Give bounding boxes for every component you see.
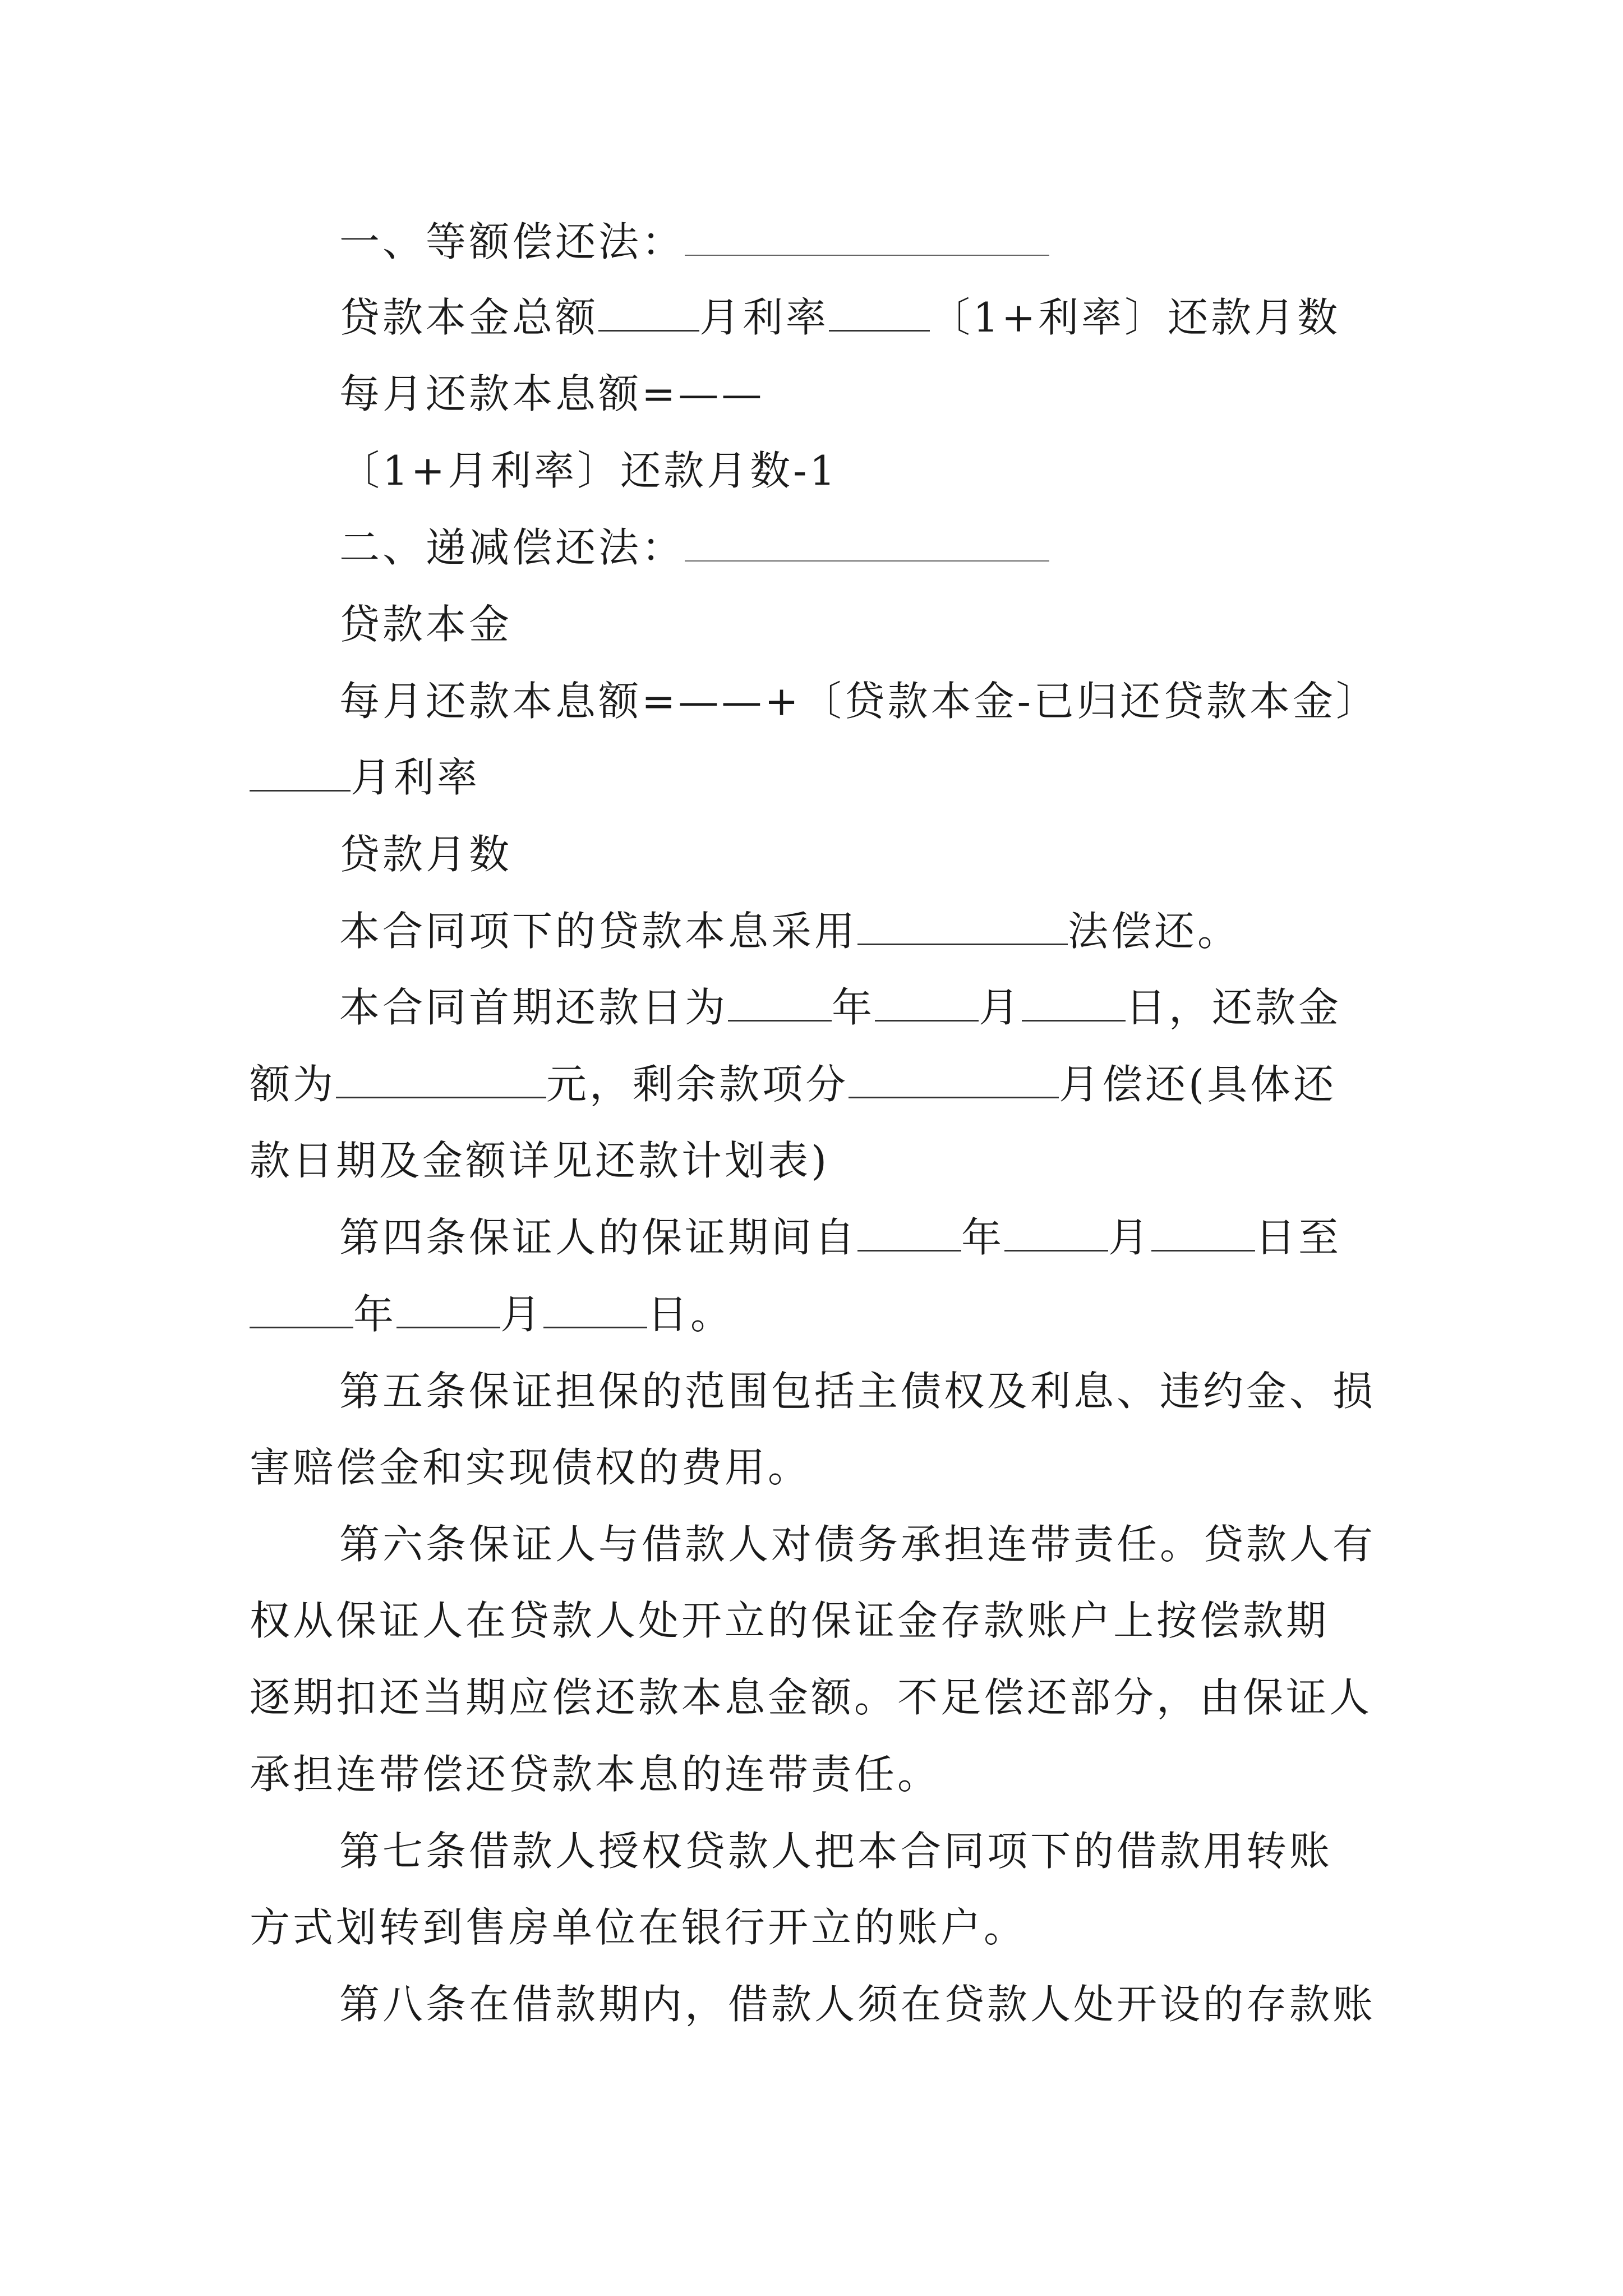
heading-text: 二、递减偿还法： — [339, 524, 685, 571]
text-segment: 额为 — [250, 1061, 336, 1108]
blank-field — [857, 1226, 961, 1251]
text-segment: 年 — [832, 984, 875, 1031]
text-segment: 日，还款金 — [1126, 984, 1342, 1031]
decreasing-repayment-heading — [339, 524, 1049, 571]
formula-denominator-line: 〔1+月利率〕还款月数-1 — [339, 447, 838, 494]
text-segment: 第四条保证人的保证期间自 — [339, 1214, 858, 1261]
text-segment: 本合同首期还款日为 — [339, 984, 728, 1031]
amount-line — [250, 1061, 1337, 1108]
text-segment: 日。 — [647, 1291, 734, 1338]
blank-field — [250, 1303, 353, 1328]
formula-principal-line: 贷款本金 — [339, 601, 513, 648]
formula-numerator-line — [339, 294, 1341, 341]
article-four-line — [339, 1214, 1342, 1261]
article-six-line-3: 逐期扣还当期应偿还款本息金额。不足偿还部分，由保证人 — [250, 1674, 1373, 1721]
schedule-note-line: 款日期及金额详见还款计划表) — [250, 1137, 830, 1184]
article-six-line-2: 权从保证人在贷款人处开立的保证金存款账户上按偿款期 — [250, 1597, 1330, 1644]
text-segment: 日至 — [1255, 1214, 1342, 1261]
text-segment: 本合同项下的贷款本息采用 — [339, 908, 858, 955]
equal-repayment-heading — [339, 218, 1049, 265]
heading-text: 一、等额偿还法： — [339, 218, 685, 265]
article-seven-line-2: 方式划转到售房单位在银行开立的账户。 — [250, 1904, 1027, 1951]
blank-field — [543, 1303, 647, 1328]
first-repayment-line — [339, 984, 1342, 1031]
text-segment: 月 — [979, 984, 1022, 1031]
blank-field — [598, 306, 699, 332]
blank-field — [849, 1073, 1059, 1098]
text-segment: 〔1+利率〕还款月数 — [930, 294, 1341, 341]
article-six-line-4: 承担连带偿还贷款本息的连带责任。 — [250, 1751, 941, 1798]
blank-field — [1004, 1226, 1108, 1251]
text-segment: 元，剩余款项分 — [546, 1061, 849, 1108]
blank-field — [685, 536, 1049, 562]
blank-field — [685, 231, 1049, 256]
formula-equals-line: 每月还款本息额=—— — [339, 370, 765, 417]
formula-rate-line — [250, 754, 481, 801]
text-segment: 月 — [1108, 1214, 1152, 1261]
repayment-method-line — [339, 908, 1241, 955]
text-segment: 月利率 — [351, 754, 481, 801]
text-segment: 法偿还。 — [1068, 908, 1241, 955]
text-segment: 年 — [353, 1291, 397, 1338]
text-segment: 年 — [961, 1214, 1005, 1261]
article-five-line-2: 害赔偿金和实现债权的费用。 — [250, 1444, 811, 1491]
article-five-line-1: 第五条保证担保的范围包括主债权及利息、违约金、损 — [339, 1368, 1376, 1415]
blank-field — [728, 996, 832, 1022]
formula-months-line: 贷款月数 — [339, 831, 513, 878]
blank-field — [1151, 1226, 1255, 1251]
formula-main-line: 每月还款本息额=——+〔贷款本金-已归还贷款本金〕 — [339, 678, 1379, 725]
article-eight-line-1: 第八条在借款期内，借款人须在贷款人处开设的存款账 — [339, 1981, 1376, 2028]
article-four-end-line — [250, 1291, 734, 1338]
text-segment: 月 — [500, 1291, 544, 1338]
blank-field — [857, 919, 1068, 945]
article-six-line-1: 第六条保证人与借款人对债务承担连带责任。贷款人有 — [339, 1521, 1376, 1568]
article-seven-line-1: 第七条借款人授权贷款人把本合同项下的借款用转账 — [339, 1828, 1333, 1875]
blank-field — [396, 1303, 500, 1328]
blank-field — [250, 766, 351, 792]
text-segment: 月偿还(具体还 — [1059, 1061, 1337, 1108]
blank-field — [336, 1073, 546, 1098]
blank-field — [875, 996, 979, 1022]
text-segment: 贷款本金总额 — [339, 294, 599, 341]
blank-field — [829, 306, 930, 332]
text-segment: 月利率 — [699, 294, 829, 341]
blank-field — [1022, 996, 1126, 1022]
